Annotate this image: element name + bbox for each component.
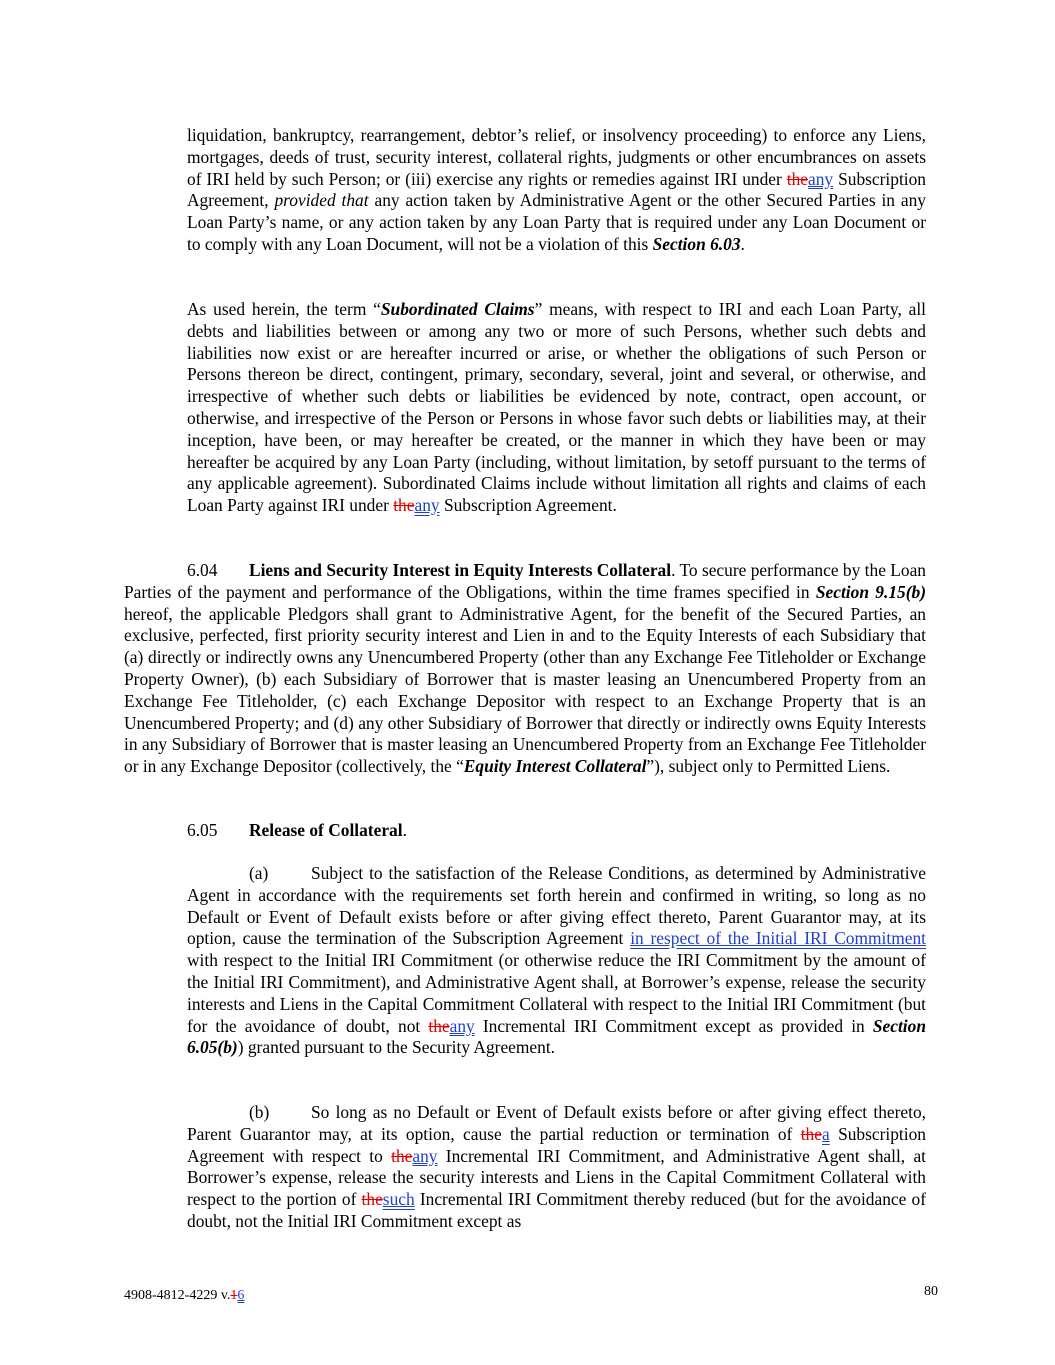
section-heading: Liens and Security Interest in Equity Interests Collateral	[249, 560, 672, 580]
subsection-label: (a)	[249, 863, 269, 883]
paragraph-section-6-03-end: liquidation, bankruptcy, rearrangement, debtor’s relief, or insolvency proceeding) to enforce any Liens, mortgages, deeds of trust, security interest, collateral rights, judgments or other encumbrances on assets of IRI held by such Person; or (iii) exercise any rights or remedies against IRI under theany Subscription Agreement, provided that any action taken by Administrative Agent or the other Secured Parties in any Loan Party’s name, or any action taken by any Loan Party that is required under any Loan Document or to comply with any Loan Document, will not be a violation of this Section 6.03.	[187, 125, 926, 254]
paragraph-subordinated-claims: As used herein, the term “Subordinated Claims” means, with respect to IRI and each Loan Party, all debts and liabilities between or among any two or more of such Persons, whether such debts and liabilities now exist or are hereafter incurred or arise, or whether the obligations of such Person or Persons thereon be direct, contingent, primary, secondary, several, joint and several, or otherwise, and irrespective of whether such debts or liabilities be evidenced by note, contract, open account, or otherwise, and irrespective of the Person or Persons in whose favor such debts or liabilities may, at their inception, have been, or may hereafter be created, or the manner in which they have been or may hereafter be acquired by any Loan Party (including, without limitation, by setoff pursuant to the terms of any applicable agreement). Subordinated Claims include without limitation all rights and claims of each Loan Party against IRI under theany Subscription Agreement.	[187, 299, 926, 516]
inserted-version: 6	[237, 1288, 245, 1303]
page-number: 80	[924, 1284, 938, 1299]
deleted-text: the	[361, 1189, 383, 1210]
deleted-text: the	[391, 1145, 413, 1166]
section-6-04: 6.04 Liens and Security Interest in Equity Interests Collateral. To secure performance by the Loan Parties of the payment and performance of the Obligations, within the time frames specified in Section 9.15(b) hereof, the applicable Pledgors shall grant to Administrative Agent, for the benefit of the Secured Parties, an exclusive, perfected, first priority security interest and Lien in and to the Equity Interests of each Subsidiary that (a) directly or indirectly owns any Unencumbered Property (other than any Exchange Fee Titleholder or Exchange Property Owner), (b) each Subsidiary of Borrower that is master leasing an Unencumbered Property from an Exchange Fee Titleholder, (c) each Exchange Depositor with respect to an Exchange Property that is an Unencumbered Property; and (d) any other Subsidiary of Borrower that directly or indirectly owns Equity Interests in any Subsidiary of Borrower that is master leasing an Unencumbered Property from an Exchange Fee Titleholder or in any Exchange Depositor (collectively, the “Equity Interest Collateral”), subject only to Permitted Liens.	[124, 560, 927, 777]
inserted-text: any	[449, 1015, 475, 1036]
inserted-text: any	[808, 168, 834, 189]
inserted-text: such	[382, 1189, 415, 1210]
section-heading: Release of Collateral	[249, 820, 403, 840]
inserted-text: in respect of the Initial IRI Commitment	[630, 928, 926, 949]
inserted-text: any	[412, 1145, 438, 1166]
subsection-a: (a) Subject to the satisfaction of the Release Conditions, as determined by Administrative Agent in accordance with the requirements set forth herein and confirmed in writing, so long as no Default or Event of Default exists before or after giving effect thereto, Parent Guarantor may, at its option, cause the termination of the Subscription Agreement in respect of the Initial IRI Commitment with respect to the Initial IRI Commitment (or otherwise reduce the IRI Commitment by the amount of the Initial IRI Commitment), and Administrative Agent shall, at Borrower’s expense, release the security interests and Liens in the Capital Commitment Collateral with respect to the Initial IRI Commitment (but for the avoidance of doubt, not theany Incremental IRI Commitment except as provided in Section 6.05(b)) granted pursuant to the Security Agreement.	[187, 863, 926, 1058]
document-id: 4908-4812-4229 v.16	[124, 1288, 245, 1303]
section-6-05-heading: 6.05 Release of Collateral.	[187, 820, 407, 840]
deleted-text: the	[393, 495, 415, 516]
section-number: 6.04	[187, 560, 218, 580]
subsection-b: (b) So long as no Default or Event of Default exists before or after giving effect thereto, Parent Guarantor may, at its option, cause the partial reduction or termination of thea Subscription Agreement with respect to theany Incremental IRI Commitment, and Administrative Agent shall, at Borrower’s expense, release the security interests and Liens in the Capital Commitment Collateral with respect to the portion of thesuch Incremental IRI Commitment thereby reduced (but for the avoidance of doubt, not the Initial IRI Commitment except as	[187, 1102, 926, 1231]
deleted-version: 1	[230, 1288, 238, 1303]
subsection-label: (b)	[249, 1102, 270, 1122]
section-number: 6.05	[187, 820, 218, 840]
section-reference: Section 9.15(b)	[815, 581, 927, 602]
section-reference: Section 6.05(b)	[187, 1015, 926, 1058]
inserted-text: any	[414, 495, 440, 516]
section-reference: Section 6.03	[652, 233, 741, 254]
deleted-text: the	[428, 1015, 450, 1036]
deleted-text: the	[786, 168, 808, 189]
defined-term: Subordinated Claims	[380, 299, 535, 319]
defined-term: Equity Interest Collateral	[463, 756, 647, 777]
deleted-text: the	[800, 1123, 822, 1144]
inserted-text: a	[821, 1123, 830, 1144]
